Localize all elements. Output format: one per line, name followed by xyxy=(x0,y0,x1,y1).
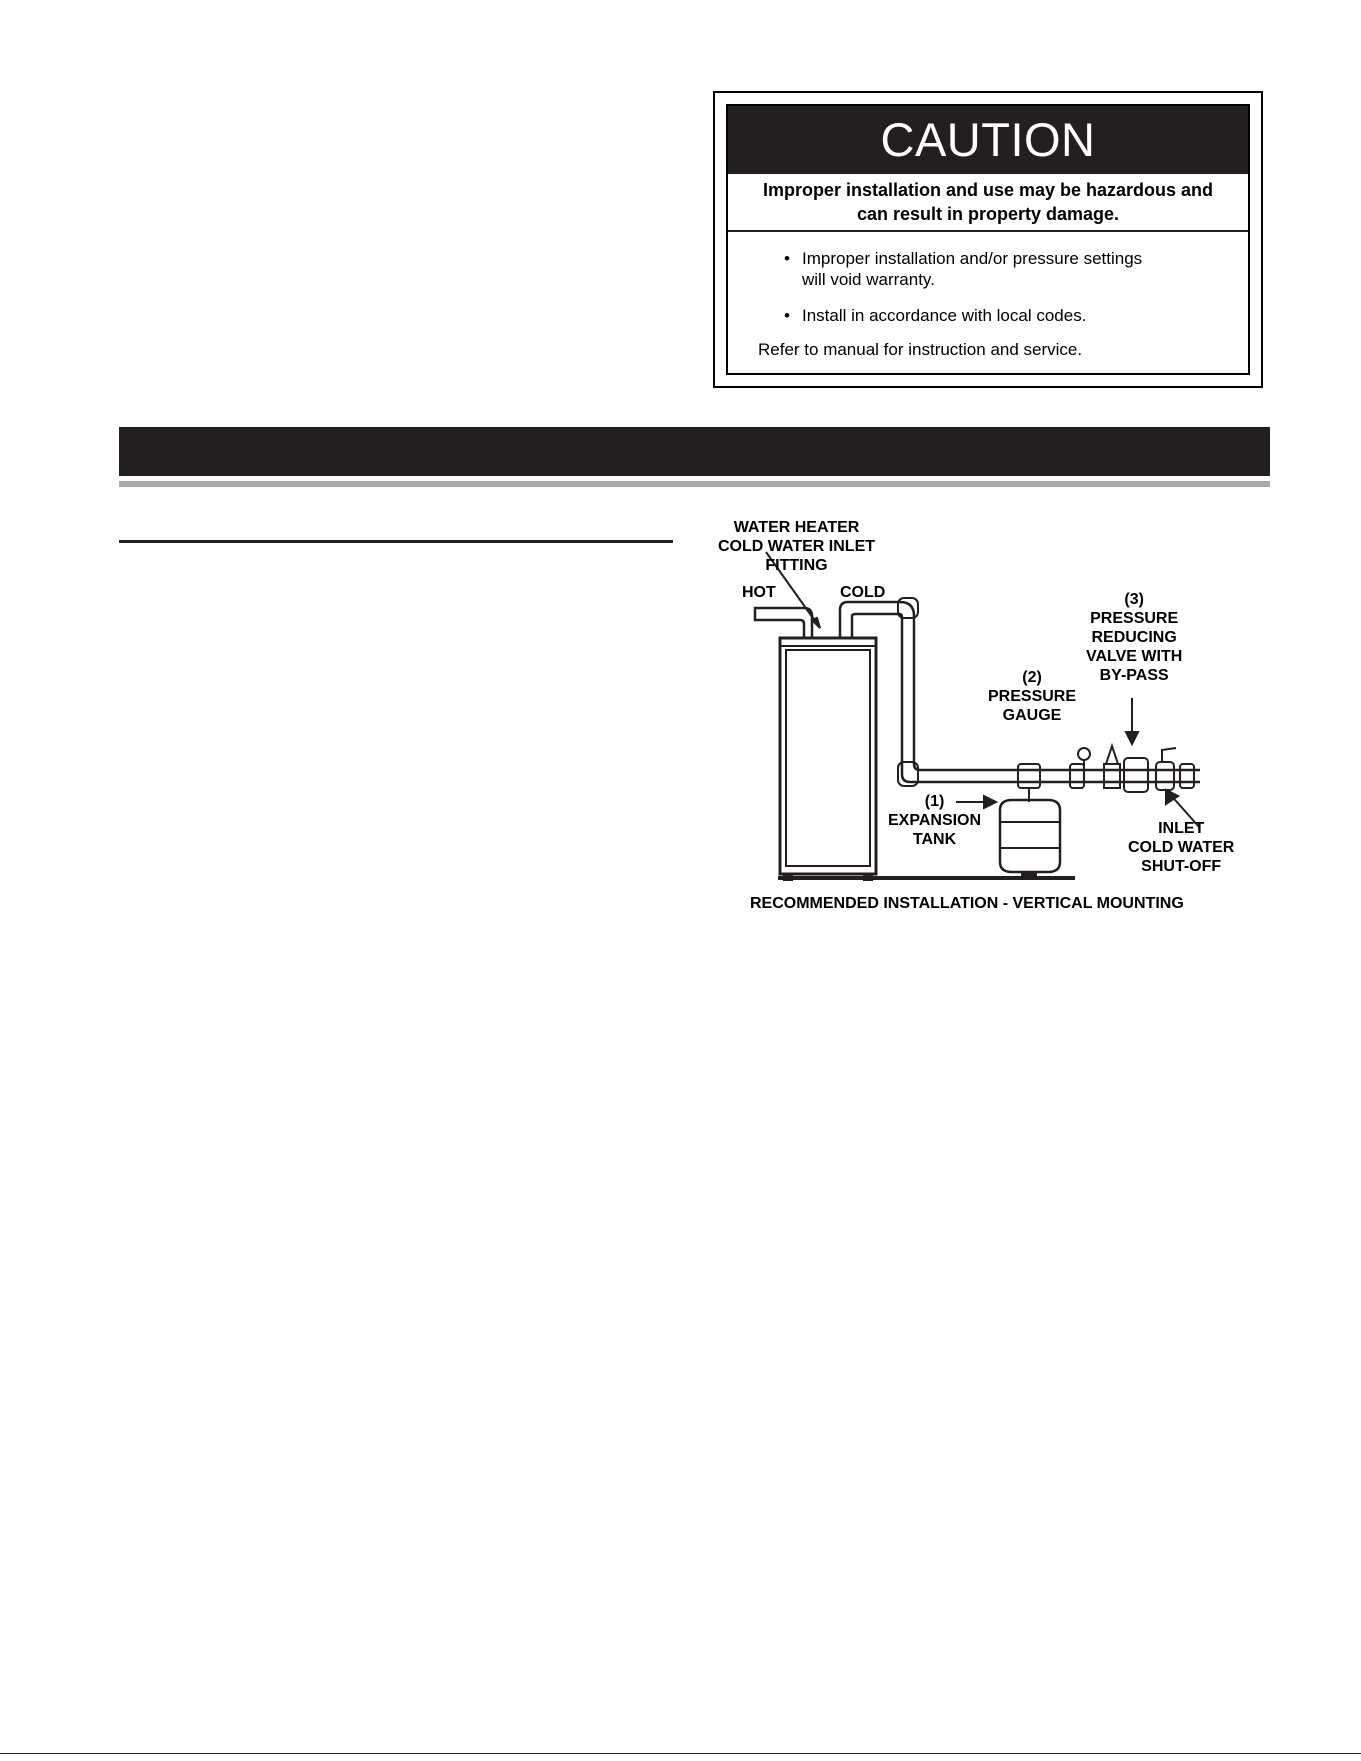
bullet-icon: • xyxy=(784,306,790,325)
caution-label-inner xyxy=(726,104,1250,375)
prv-label-line: VALVE WITH xyxy=(1086,648,1183,665)
shut-off-valve xyxy=(1156,762,1174,790)
caution-label xyxy=(713,91,1263,388)
section-header-bar xyxy=(119,427,1270,476)
subsection-heading-rule xyxy=(119,540,673,543)
caution-bullet xyxy=(784,305,1248,326)
pressure-gauge-label xyxy=(988,668,1076,725)
shutoff-label-line: SHUT-OFF xyxy=(1141,858,1222,875)
shutoff-label-line: INLET xyxy=(1158,820,1205,837)
fitting-label-line: FITTING xyxy=(765,557,828,574)
caution-bullet xyxy=(784,248,1248,290)
section-header-rule xyxy=(119,481,1270,487)
caution-title: CAUTION xyxy=(728,106,1248,174)
prv-label-line: PRESSURE xyxy=(1090,610,1179,627)
caution-subtitle-line-2: can result in property damage. xyxy=(856,204,1120,224)
expansion-tank-label xyxy=(888,792,981,849)
hot-label: HOT xyxy=(742,584,776,601)
tank-label-line: TANK xyxy=(912,831,957,848)
gauge-label-line: PRESSURE xyxy=(988,688,1077,705)
fitting-label-line: WATER HEATER xyxy=(733,519,860,536)
caution-body xyxy=(728,232,1248,360)
cold-label: COLD xyxy=(840,584,886,601)
tank-label-line: EXPANSION xyxy=(888,812,982,829)
caution-bullet-text: Improper installation and/or pressure settings xyxy=(802,249,1143,268)
prv-label-line: REDUCING xyxy=(1091,629,1177,646)
footer-rule xyxy=(0,1753,1361,1754)
caution-subtitle xyxy=(728,174,1248,232)
bullet-icon: • xyxy=(784,249,790,268)
pressure-reducing-valve xyxy=(1104,764,1120,788)
shut-off-label xyxy=(1128,819,1234,876)
fitting-label-line: COLD WATER INLET xyxy=(718,538,876,555)
caution-bullet-text: will void warranty. xyxy=(802,270,935,289)
gauge-label-line: (2) xyxy=(1022,669,1042,686)
pressure-gauge xyxy=(1078,748,1090,760)
expansion-tank xyxy=(1000,800,1060,872)
prv-label-line: BY-PASS xyxy=(1099,667,1169,684)
prv-label-line: (3) xyxy=(1124,591,1144,608)
water-heater-body xyxy=(780,638,876,874)
diagram-caption: RECOMMENDED INSTALLATION - VERTICAL MOUNTING xyxy=(750,895,1184,912)
installation-diagram xyxy=(700,510,1280,920)
tank-label-line: (1) xyxy=(924,793,945,810)
caution-subtitle-line-1: Improper installation and use may be hazardous and xyxy=(762,180,1214,200)
fitting-label xyxy=(718,518,875,575)
caution-refer-text: Refer to manual for instruction and service. xyxy=(758,340,1083,359)
hot-water-pipe xyxy=(755,608,812,638)
pressure-reducing-valve-label xyxy=(1086,590,1182,685)
caution-bullet-text: Install in accordance with local codes. xyxy=(802,306,1087,325)
gauge-label-line: GAUGE xyxy=(1002,707,1062,724)
water-heater-panel xyxy=(786,650,870,866)
shutoff-label-line: COLD WATER xyxy=(1128,839,1235,856)
